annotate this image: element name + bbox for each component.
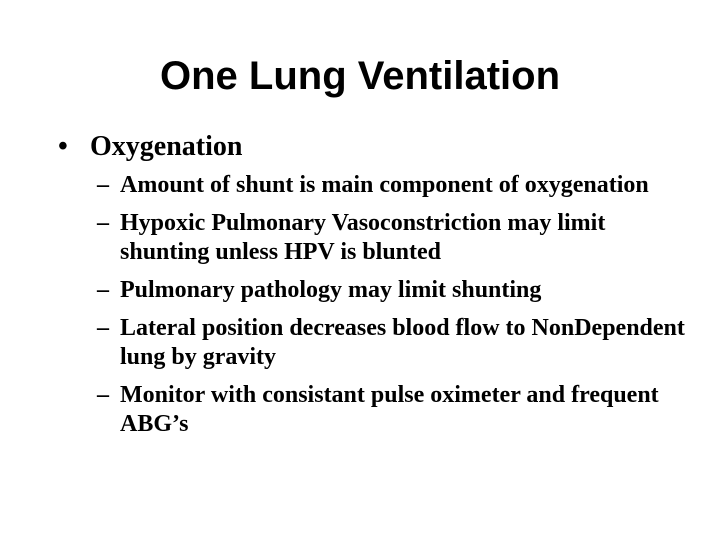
sub-bullet-item xyxy=(58,171,698,200)
sub-bullet-text: Lateral position decreases blood flow to NonDependent lung by gravity xyxy=(120,315,685,370)
sub-bullet-text: Pulmonary pathology may limit shunting xyxy=(120,277,542,303)
dash-icon: – xyxy=(97,382,109,408)
sub-bullet-text: Monitor with consistant pulse oximeter and frequent ABG’s xyxy=(120,382,659,437)
dash-icon: – xyxy=(97,315,109,341)
slide-title: One Lung Ventilation xyxy=(160,54,560,98)
sub-bullet-list xyxy=(58,171,698,439)
bullet-text: Oxygenation xyxy=(90,131,243,162)
sub-bullet-item xyxy=(58,314,698,372)
sub-bullet-text: Hypoxic Pulmonary Vasoconstriction may limit shunting unless HPV is blunted xyxy=(120,210,606,265)
slide-body xyxy=(58,130,698,448)
sub-bullet-item xyxy=(58,276,698,305)
bullet-icon: • xyxy=(58,131,68,162)
bullet-point-oxygenation xyxy=(58,130,698,164)
sub-bullet-text: Amount of shunt is main component of oxygenation xyxy=(120,172,649,198)
sub-bullet-item xyxy=(58,381,698,439)
dash-icon: – xyxy=(97,210,109,236)
dash-icon: – xyxy=(97,172,109,198)
sub-bullet-item xyxy=(58,209,698,267)
dash-icon: – xyxy=(97,277,109,303)
